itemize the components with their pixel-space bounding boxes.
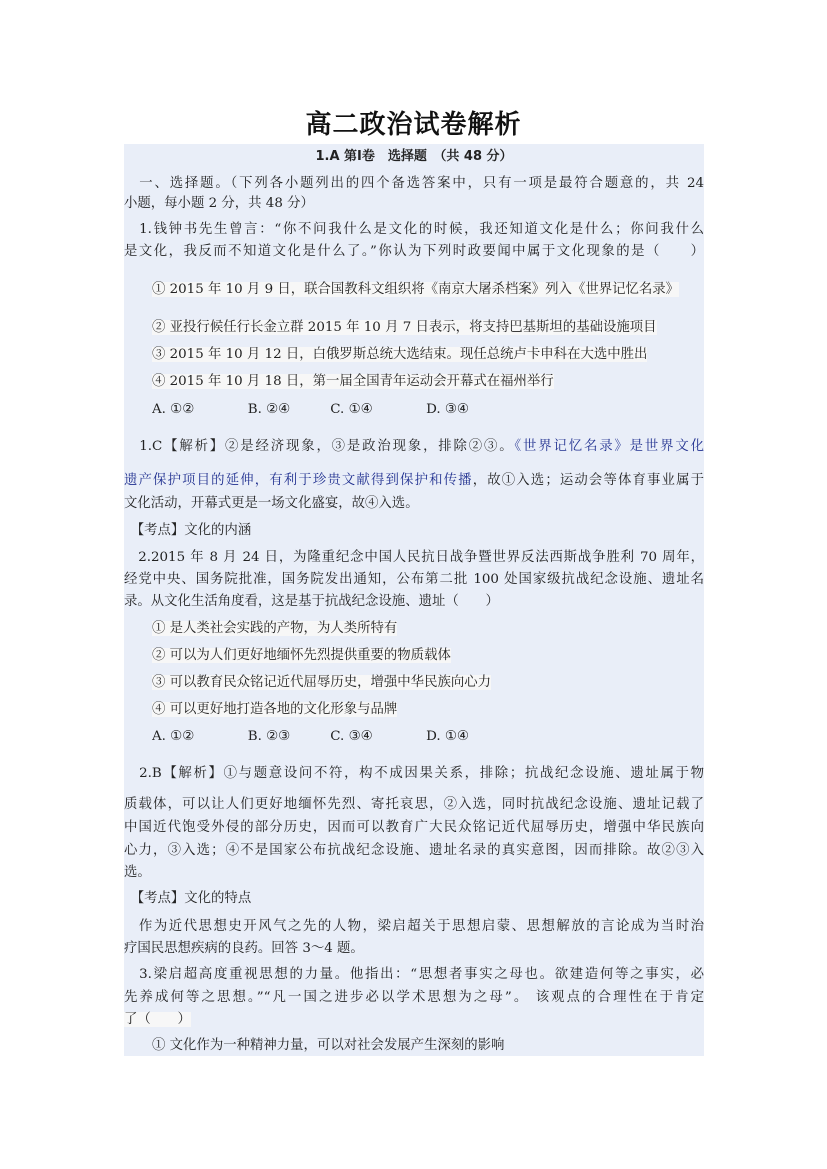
q3-stem-line-3 [124, 1011, 704, 1029]
q1-item-2-text: ② 亚投行候任行长金立群 2015 年 10 月 7 日表示，将支持巴基斯坦的基础设施项目 [152, 320, 657, 335]
q1-analysis-line-3: 文化活动，开幕式更是一场文化盛宴，故④入选。 [124, 496, 419, 511]
q1-item-4-text: ④ 2015 年 10 月 18 日，第一届全国青年运动会开幕式在福州举行 [152, 374, 554, 389]
passage-line-1: 作为近代思想史开风气之先的人物，梁启超关于思想启蒙、思想解放的言论成为当时治 [124, 919, 704, 934]
q1-analysis-highlight-1: 《世界记忆名录》是世界文化 [514, 439, 704, 454]
q1-item-2 [152, 319, 704, 337]
q2-stem-line-1: 2.2015 年 8 月 24 日，为隆重纪念中国人民抗日战争暨世界反法西斯战争胜利 70 周年， [124, 550, 704, 565]
q2-analysis-line-4: 心力，③入选；④不是国家公布抗战纪念设施、遗址名录的真实意图，因而排除。故②③入 [124, 843, 704, 858]
q2-item-3 [152, 674, 704, 692]
q2-item-3-text: ③ 可以教育民众铭记近代屈辱历史，增强中华民族向心力 [152, 675, 492, 690]
q2-analysis-line-5: 选。 [124, 865, 151, 880]
q1-analysis-line-2 [124, 472, 704, 490]
q1-item-3-text: ③ 2015 年 10 月 12 日，白俄罗斯总统大选结束。现任总统卢卡申科在大选中胜出 [152, 347, 648, 362]
q1-item-4 [152, 373, 704, 391]
q2-stem-line-3: 录。从文化生活角度看，这是基于抗战纪念设施、遗址（ ） [124, 594, 499, 609]
q2-item-2 [152, 647, 704, 665]
document-body [124, 144, 704, 1056]
q1-item-3 [152, 346, 704, 364]
q2-analysis-line-3: 中国近代饱受外侵的部分历史，因而可以教育广大民众铭记近代屈辱历史，增强中华民族向 [124, 820, 704, 835]
q2-analysis-line-1: 2.B【解析】①与题意设问不符，构不成因果关系，排除；抗战纪念设施、遗址属于物 [124, 766, 704, 781]
passage-line-2: 疗国民思想疾病的良药。回答 3～4 题。 [124, 941, 364, 956]
q1-item-1 [152, 281, 704, 299]
section-heading: 1.A 第Ⅰ卷 选择题 （共 48 分） [315, 149, 513, 164]
q1-options: A. ①② B. ②④ C. ①④ D. ③④ [152, 402, 469, 417]
q3-stem-line-2: 先养成何等之思想。”“凡一国之进步必以学术思想为之母”。 该观点的合理性在于肯定 [124, 990, 704, 1005]
q2-analysis-line-2: 质载体，可以让人们更好地缅怀先烈、寄托哀思，②入选，同时抗战纪念设施、遗址记载了 [124, 797, 704, 812]
q2-item-4 [152, 701, 704, 719]
document-title: 高二政治试卷解析 [305, 110, 522, 140]
q1-stem-line-1: 1.钱钟书先生曾言：“你不问我什么是文化的时候，我还知道文化是什么；你问我什么 [124, 222, 704, 237]
q2-kaodian: 【考点】文化的特点 [124, 891, 252, 906]
q2-options: A. ①② B. ②③ C. ③④ D. ①④ [152, 729, 469, 744]
q1-kaodian: 【考点】文化的内涵 [124, 523, 252, 538]
q2-item-1-text: ① 是人类社会实践的产物，为人类所特有 [152, 621, 398, 636]
q2-item-1 [152, 620, 704, 638]
instructions-line-2: 小题，每小题 2 分，共 48 分） [124, 196, 314, 211]
q3-stem-line-1: 3.梁启超高度重视思想的力量。他指出：“思想者事实之母也。欲建造何等之事实，必 [124, 967, 704, 982]
q3-item-1: ① 文化作为一种精神力量，可以对社会发展产生深刻的影响 [152, 1038, 505, 1053]
q1-analysis-highlight-2: 遗产保护项目的延伸，有利于珍贵文献得到保护和传播 [124, 473, 473, 488]
q3-stem-line-3-text: 了（ ） [124, 1012, 191, 1027]
q1-analysis-line-1 [124, 438, 704, 456]
q1-stem-line-2: 是文化，我反而不知道文化是什么了。”你认为下列时政要闻中属于文化现象的是（ ） [124, 244, 704, 259]
q1-analysis-prefix: 1.C【解析】②是经济现象，③是政治现象，排除②③。 [124, 439, 515, 454]
q2-item-4-text: ④ 可以更好地打造各地的文化形象与品牌 [152, 702, 398, 717]
instructions-line-1: 一、选择题。（下列各小题列出的四个备选答案中，只有一项是最符合题意的，共 24 [124, 176, 704, 191]
q2-stem-line-2: 经党中央、国务院批准，国务院发出通知，公布第二批 100 处国家级抗战纪念设施、遗址名 [124, 572, 704, 587]
q1-analysis-rest: ，故①入选；运动会等体育事业属于 [472, 473, 704, 488]
q1-item-1-text: ① 2015 年 10 月 9 日，联合国教科文组织将《南京大屠杀档案》列入《世界记忆名录》 [152, 282, 680, 297]
q2-item-2-text: ② 可以为人们更好地缅怀先烈提供重要的物质载体 [152, 648, 451, 663]
